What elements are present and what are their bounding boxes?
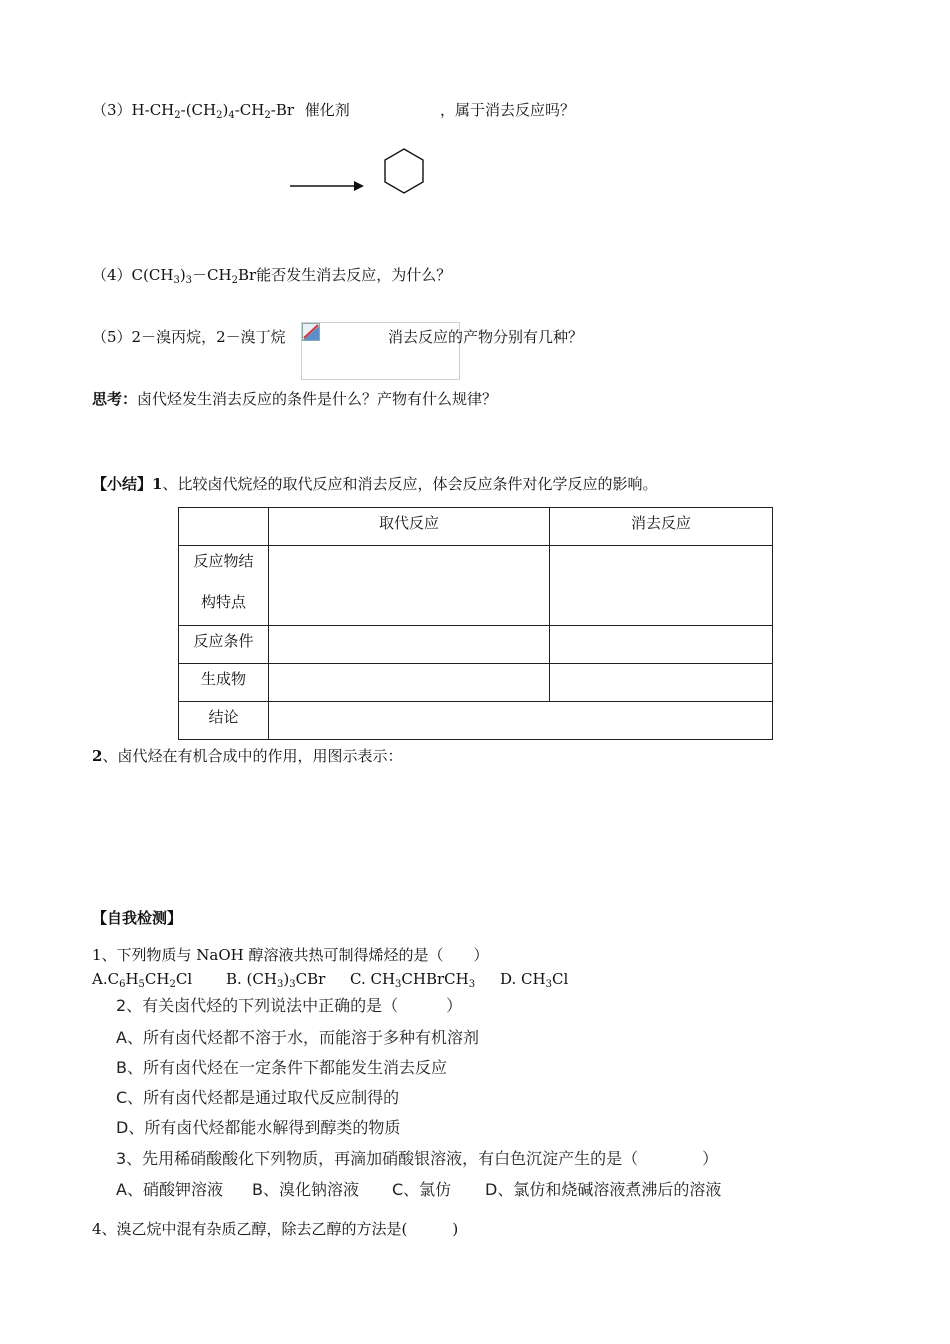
q1-option-a: $A.C_6H_5CH_2Cl$ (92, 970, 193, 990)
q3-option-d: D、氯仿和烧碱溶液煮沸后的溶液 (485, 1180, 722, 1199)
question-3-label: （3） (92, 101, 132, 119)
question-3 (92, 99, 350, 121)
comparison-table (178, 507, 773, 740)
broken-image-icon (302, 323, 320, 341)
table-header-elimination: 消去反应 (550, 508, 773, 546)
q2-option-c: C、所有卤代烃都是通过取代反应制得的 (116, 1088, 400, 1107)
self-check-q3: 3、先用稀硝酸酸化下列物质，再滴加硝酸银溶液，有白色沉淀产生的是（ ） (116, 1149, 719, 1168)
table-cell (550, 626, 773, 664)
q3-option-a: A、硝酸钾溶液 (116, 1180, 223, 1199)
question-5-after: 消去反应的产物分别有几种？ (388, 328, 584, 346)
table-cell (269, 664, 550, 702)
question-4: $(4)C(CH_3)_3-CH_2Br$能否发生消去反应，为什么？ (92, 266, 452, 286)
self-check-q2: 2、有关卤代烃的下列说法中正确的是（ ） (116, 996, 463, 1015)
q1-option-b: B. $(CH_3)_3CBr$ (226, 970, 326, 990)
table-header-substitution: 取代反应 (269, 508, 550, 546)
q3-option-c: C、氯仿 (392, 1180, 452, 1199)
benzene-hexagon-icon (381, 147, 427, 195)
table-row-label: 反应条件 (179, 626, 269, 664)
table-row-label: 反应物结 构特点 (179, 546, 269, 626)
q2-option-d: D、所有卤代烃都能水解得到醇类的物质 (116, 1118, 401, 1137)
right-arrow-icon (288, 178, 368, 194)
question-3-text: ，属于消去反应吗？ (440, 101, 576, 119)
table-cell (269, 546, 550, 626)
table-cell (269, 702, 773, 740)
summary-item-1: 【小结】1、比较卤代烷烃的取代反应和消去反应，体会反应条件对化学反应的影响。 (92, 475, 658, 493)
question-5-before: （5）2－溴丙烷，2－溴丁烷 (92, 328, 286, 346)
think-prompt: 思考：卤代烃发生消去反应的条件是什么？产物有什么规律？ (92, 390, 498, 408)
q1-option-c: C. $CH_3CHBrCH_3$ (350, 970, 476, 990)
question-4-formula: $C(CH_3)_3-CH_2Br$ (131, 266, 257, 286)
self-check-q4: 4、溴乙烷中混有杂质乙醇，除去乙醇的方法是( ) (92, 1220, 459, 1238)
q1-option-d: D. $CH_3Cl$ (500, 970, 569, 990)
table-cell (269, 626, 550, 664)
q3-option-b: B、溴化钠溶液 (252, 1180, 359, 1199)
summary-item-2: 2、卤代烃在有机合成中的作用，用图示表示： (92, 747, 403, 765)
table-header-empty (179, 508, 269, 546)
self-check-q1: 1、下列物质与 NaOH 醇溶液共热可制得烯烃的是（ ） (92, 946, 489, 964)
q2-option-b: B、所有卤代烃在一定条件下都能发生消去反应 (116, 1058, 447, 1077)
catalyst-label: 催化剂 (304, 101, 350, 119)
q2-option-a: A、所有卤代烃都不溶于水，而能溶于多种有机溶剂 (116, 1028, 479, 1047)
table-cell (550, 546, 773, 626)
table-row-label: 生成物 (179, 664, 269, 702)
table-row-label: 结论 (179, 702, 269, 740)
question-3-formula: $H-CH_2-(CH_2)_4-CH_2-Br$ (131, 101, 295, 121)
self-check-title: 【自我检测】 (92, 909, 183, 927)
table-cell (550, 664, 773, 702)
